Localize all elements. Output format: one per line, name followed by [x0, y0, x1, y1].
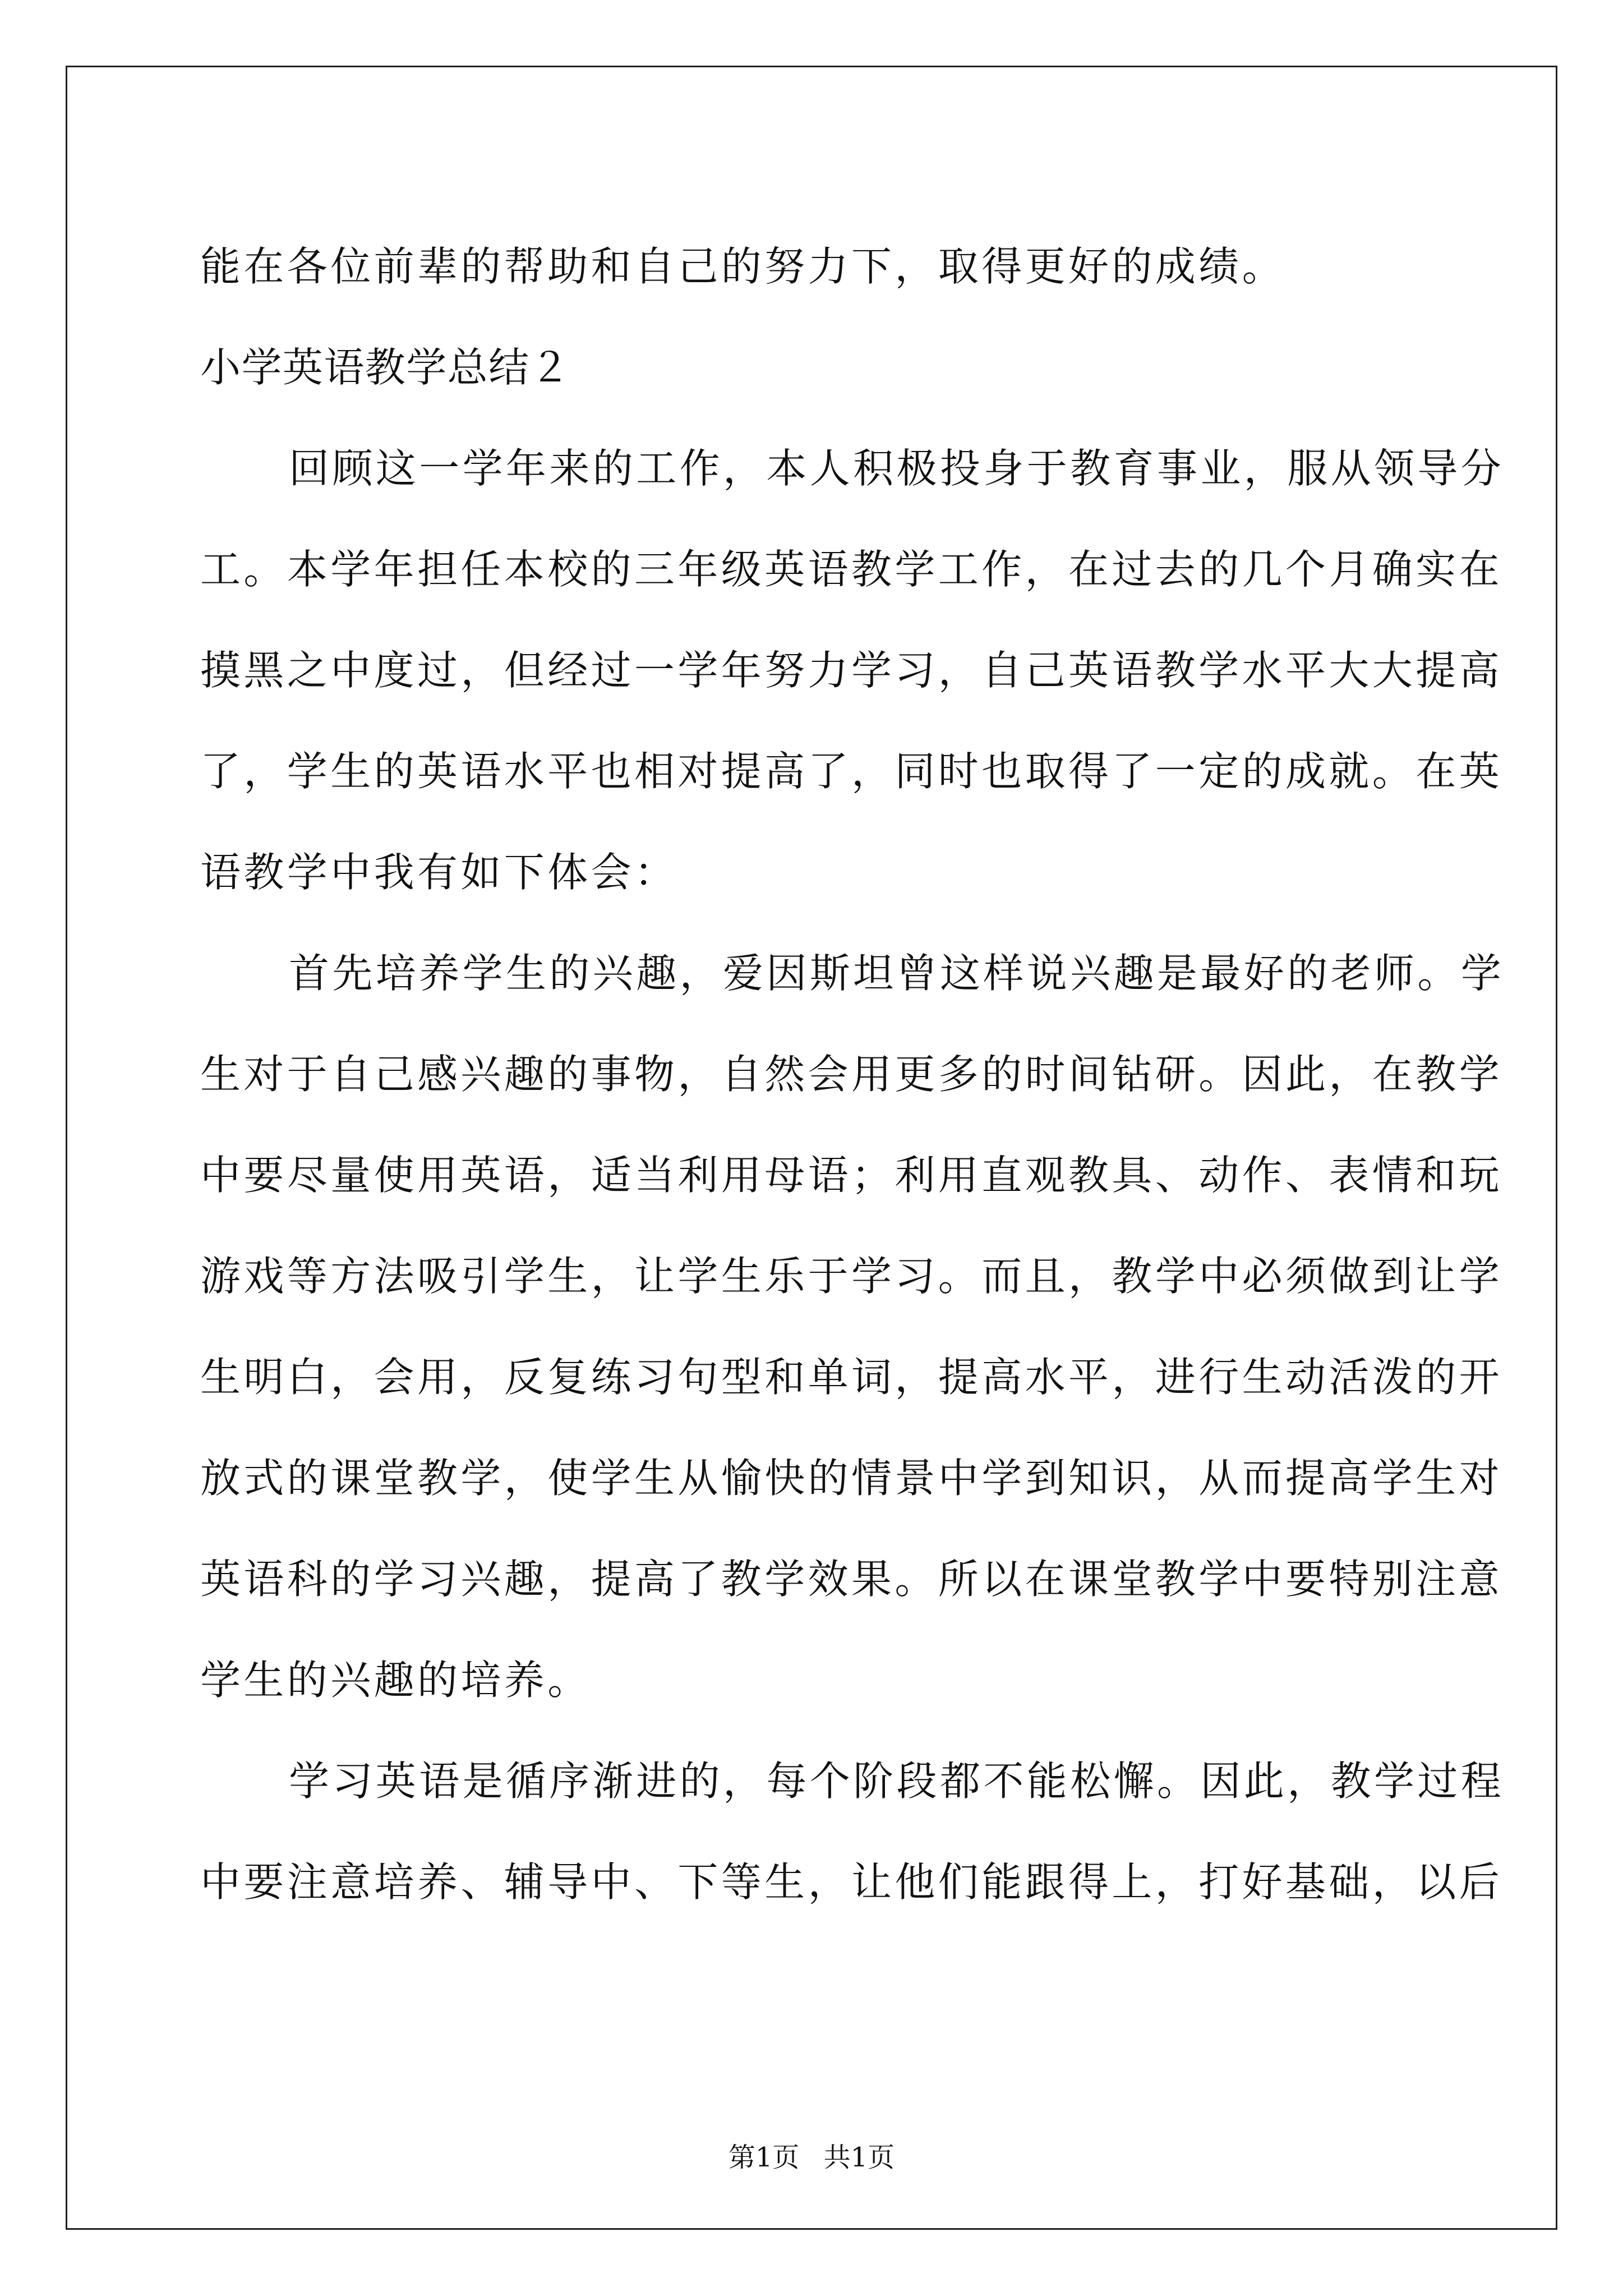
page-total: 共1页: [823, 2142, 895, 2173]
text-line: 放式的课堂教学，使学生从愉快的情景中学到知识，从而提高学生对: [200, 1455, 1503, 1502]
text-line: 中要尽量使用英语，适当利用母语；利用直观教具、动作、表情和玩: [200, 1152, 1503, 1199]
text-line: 摸黑之中度过，但经过一学年努力学习，自己英语教学水平大大提高: [200, 647, 1503, 694]
document-body: [200, 216, 1505, 1932]
page-number: 第1页: [728, 2142, 800, 2173]
text-line: 游戏等方法吸引学生，让学生乐于学习。而且，教学中必须做到让学: [200, 1253, 1503, 1300]
text-line: 首先培养学生的兴趣，爱因斯坦曾这样说兴趣是最好的老师。学: [289, 950, 1505, 997]
text-line: 工。本学年担任本校的三年级英语教学工作，在过去的几个月确实在: [200, 546, 1503, 593]
text-line: 能在各位前辈的帮助和自己的努力下，取得更好的成绩。: [200, 243, 1286, 290]
page-footer: [0, 2136, 1623, 2174]
text-line: 回顾这一学年来的工作，本人积极投身于教育事业，服从领导分: [289, 445, 1505, 492]
text-line: 中要注意培养、辅导中、下等生，让他们能跟得上，打好基础，以后: [200, 1858, 1503, 1906]
text-line: 生对于自己感兴趣的事物，自然会用更多的时间钻研。因此，在教学: [200, 1051, 1503, 1098]
text-line: 英语科的学习兴趣，提高了教学效果。所以在课堂教学中要特别注意: [200, 1556, 1503, 1603]
text-line: 了，学生的英语水平也相对提高了，同时也取得了一定的成就。在英: [200, 748, 1503, 795]
text-line: 生明白，会用，反复练习句型和单词，提高水平，进行生动活泼的开: [200, 1354, 1503, 1401]
text-line: 语教学中我有如下体会：: [200, 849, 678, 896]
text-line: 学习英语是循序渐进的，每个阶段都不能松懈。因此，教学过程: [289, 1757, 1505, 1805]
section-heading: 小学英语教学总结２: [200, 344, 571, 391]
text-line: 学生的兴趣的培养。: [200, 1657, 591, 1704]
